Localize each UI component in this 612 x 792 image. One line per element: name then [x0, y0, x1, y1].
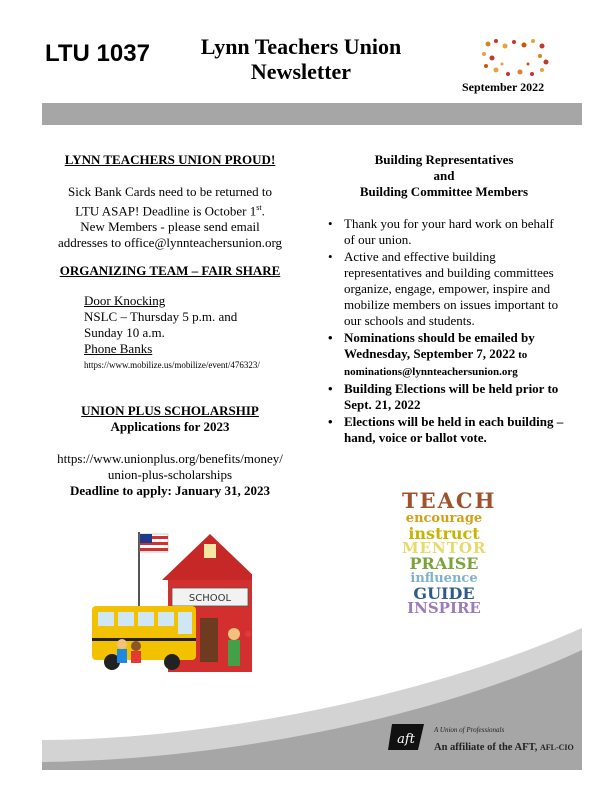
- svg-text:aft: aft: [397, 732, 415, 747]
- reps-bullet-list: [324, 216, 564, 446]
- scholarship-subheading: Applications for 2023: [110, 419, 230, 435]
- proud-line: Sick Bank Cards need to be returned to: [68, 184, 272, 199]
- aft-tagline: A Union of Professionals: [434, 726, 505, 734]
- door-knocking-label: Door Knocking: [84, 293, 166, 309]
- organizing-heading: ORGANIZING TEAM – FAIR SHARE: [59, 263, 281, 279]
- union-code: LTU 1037: [45, 40, 150, 67]
- teach-word: INSPIRE: [407, 599, 481, 617]
- proud-line: LTU ASAP! Deadline is October 1st.: [75, 203, 265, 219]
- issue-date: September 2022: [462, 80, 545, 94]
- teach-word: PRAISE: [409, 554, 479, 573]
- footer-swoosh: [0, 620, 612, 792]
- newsletter-title: Lynn Teachers Union Newsletter: [200, 34, 402, 84]
- header-band: [42, 103, 582, 125]
- aft-logo-icon: [388, 720, 428, 754]
- teach-word: instruct: [408, 524, 480, 543]
- proud-line: New Members - please send email: [80, 219, 260, 235]
- teach-word: TEACH: [402, 488, 497, 513]
- teach-word-graphic: [402, 488, 497, 617]
- proud-heading: LYNN TEACHERS UNION PROUD!: [64, 152, 276, 167]
- nslc-line: NSLC – Thursday 5 p.m. and: [84, 309, 238, 325]
- scholarship-link-cont[interactable]: union-plus-scholarships: [107, 467, 233, 483]
- organizing-details: [42, 293, 298, 373]
- reps-heading: Building Representatives and Building Committee Members: [359, 152, 529, 199]
- list-item: • Elections will be held in each building – hand, voice or ballot vote.: [324, 414, 564, 446]
- school-sign-text: SCHOOL: [188, 593, 232, 604]
- teach-word: encourage: [405, 511, 483, 526]
- scholarship-deadline: Deadline to apply: January 31, 2023: [69, 483, 271, 499]
- proud-line: addresses to office@lynnteachersunion.org: [57, 235, 283, 251]
- sunday-line: Sunday 10 a.m.: [84, 325, 165, 341]
- phone-banks-label: Phone Banks: [84, 341, 153, 357]
- list-item: • Building Elections will be held prior to Sept. 21, 2022: [324, 381, 564, 413]
- list-item: • Active and effective building representatives and building committees organize, engage, empower, inspire and mobilize members on issues important to our schools and students.: [324, 249, 564, 329]
- left-column: [42, 152, 298, 499]
- scholarship-link[interactable]: https://www.unionplus.org/benefits/money/: [57, 451, 283, 467]
- teach-word: influence: [410, 571, 478, 586]
- list-item: • Thank you for your hard work on behalf of our union.: [324, 216, 564, 248]
- scholarship-heading: UNION PLUS SCHOLARSHIP: [81, 403, 259, 419]
- list-item: • Nominations should be emailed by Wednesday, September 7, 2022 to nominations@lynnteachersunion.org: [324, 330, 564, 380]
- aft-affiliation: An affiliate of the AFT, AFL-CIO: [434, 742, 574, 753]
- mobilize-link[interactable]: https://www.mobilize.us/mobilize/event/476323/: [84, 360, 260, 371]
- autumn-leaves-image: [478, 36, 550, 78]
- right-column: [324, 152, 564, 447]
- teach-word: MENTOR: [402, 539, 487, 557]
- teach-word: GUIDE: [413, 584, 475, 603]
